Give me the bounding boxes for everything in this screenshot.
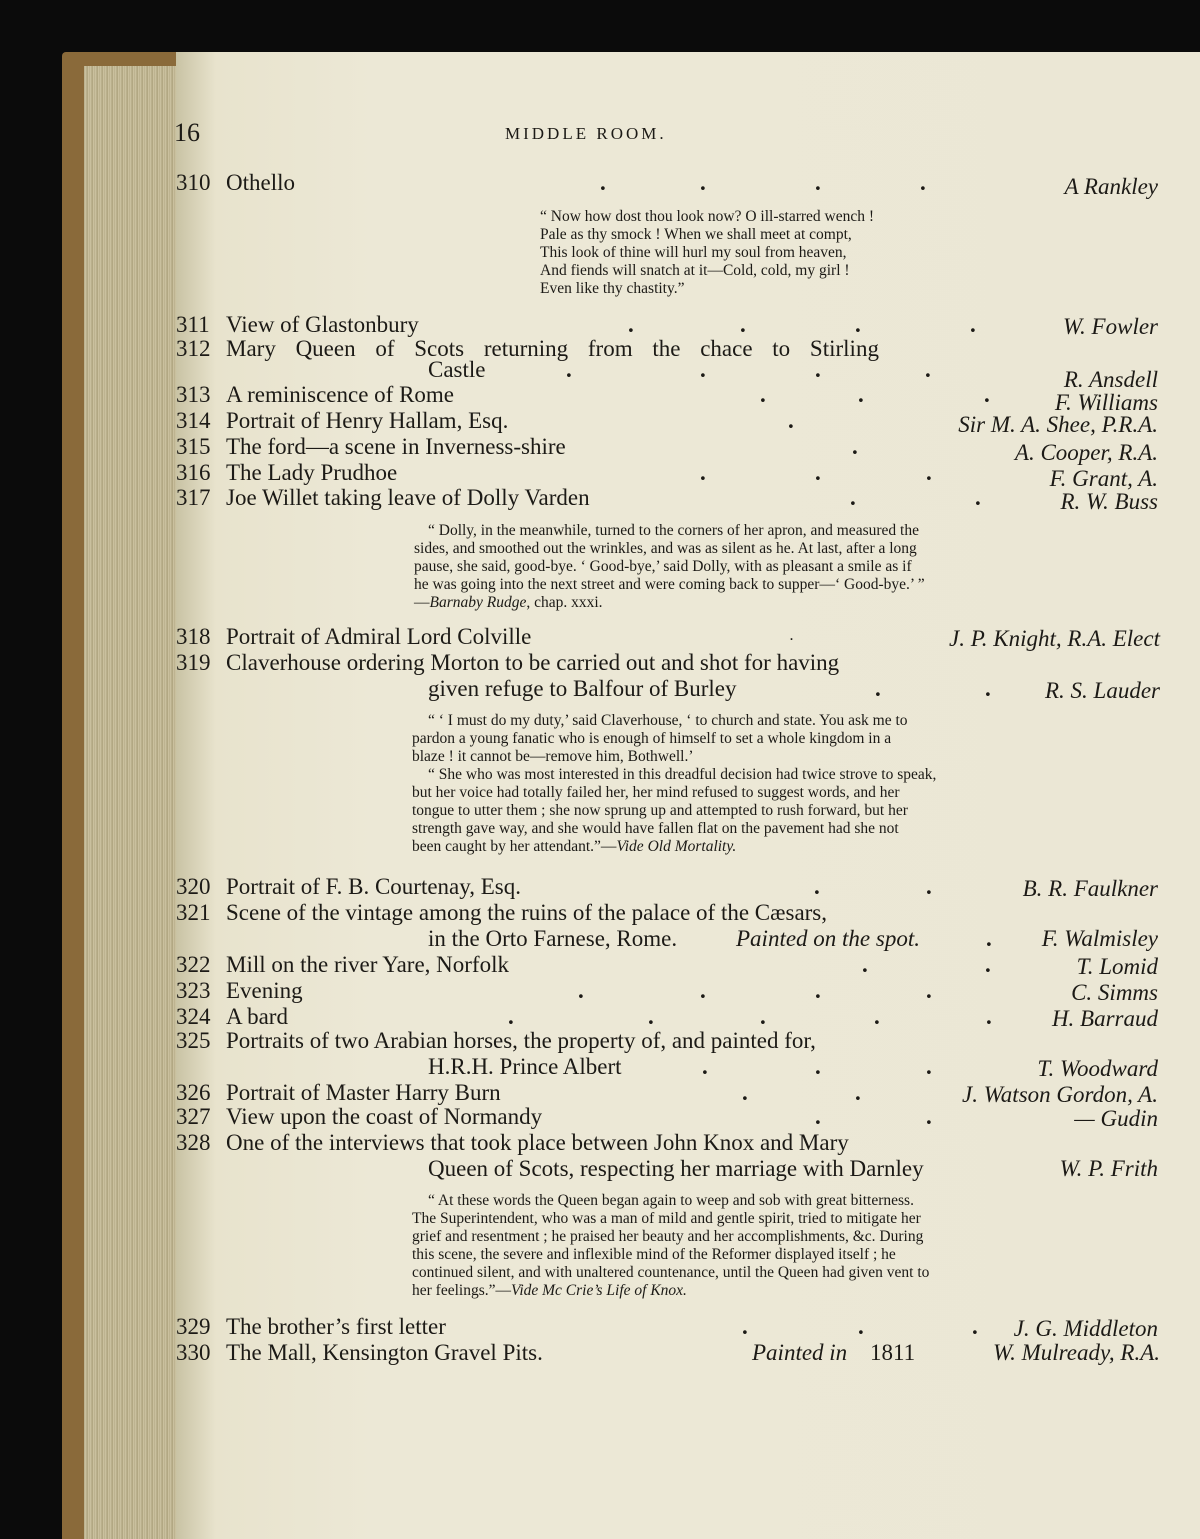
entry-title-cont: Queen of Scots, respecting her marriage with Darnley <box>428 1156 924 1181</box>
entry-quote: “ Dolly, in the meanwhile, turned to the corners of her apron, and measured the sides, and smoothed out the wrinkles, and was as silent as he. At last, after a long pause, she said, good-bye. ‘ Good-bye,’ said Dolly, with as pleasant a smile as if he was going into the next street and were coming back to supper—‘ Good-bye.’ ” —Barnaby Rudge, chap. xxxi. <box>414 522 925 611</box>
entry-title: View upon the coast of Normandy <box>226 1104 543 1129</box>
entry-number: 311 <box>176 312 210 337</box>
entry-artist: B. R. Faulkner <box>1022 876 1158 901</box>
leader-dot: . <box>790 629 793 643</box>
leader-dot: . <box>862 952 868 977</box>
section-title: MIDDLE ROOM. <box>505 124 667 143</box>
entry-number: 327 <box>176 1104 211 1129</box>
entry-title: Evening <box>226 978 303 1003</box>
entry-artist: W. Mulready, R.A. <box>993 1340 1160 1365</box>
entry-artist: A. Cooper, R.A. <box>1014 440 1158 465</box>
entry-number: 310 <box>176 170 211 195</box>
leader-dot: . <box>985 676 991 701</box>
leader-dot: . <box>986 926 992 951</box>
entry-artist: Sir M. A. Shee, P.R.A. <box>958 412 1158 437</box>
entry-number: 317 <box>176 485 211 510</box>
entry-title: Othello <box>226 170 295 195</box>
leader-dot: . <box>986 1004 992 1029</box>
entry-number: 322 <box>176 952 211 977</box>
entry-title: Joe Willet taking leave of Dolly Varden <box>226 485 590 510</box>
entry-title-note: Painted in <box>752 1340 848 1365</box>
leader-dot: . <box>985 952 991 977</box>
leader-dot: . <box>970 312 976 337</box>
entry-number: 312 <box>176 336 211 361</box>
leader-dot: . <box>814 874 820 899</box>
leader-dot: . <box>815 978 821 1003</box>
entry-number: 329 <box>176 1314 211 1339</box>
entry-artist: R. S. Lauder <box>1045 678 1160 703</box>
entry-title: Mary Queen of Scots returning from the chace to Stirling <box>226 336 879 361</box>
leader-dot: . <box>850 485 856 510</box>
leader-dot: . <box>975 485 981 510</box>
entry-title-cont: in the Orto Farnese, Rome. <box>428 926 678 951</box>
entry-artist: J. G. Middleton <box>1013 1316 1158 1341</box>
entry-quote: “ Now how dost thou look now? O ill-starred wench ! Pale as thy smock ! When we shall meet at compt, This look of thine will hurl my soul from heaven, And fiends will snatch at it—Cold, cold, my girl ! Even like thy chastity.” <box>540 208 875 297</box>
leader-dot: . <box>875 676 881 701</box>
entry-title-cont: given refuge to Balfour of Burley <box>428 676 737 701</box>
leader-dot: . <box>740 312 746 337</box>
leader-dot: . <box>815 1054 821 1079</box>
entry-title: The ford—a scene in Inverness-shire <box>226 434 566 459</box>
entry-title: Portraits of two Arabian horses, the property of, and painted for, <box>226 1028 816 1053</box>
entry-title: Portrait of Admiral Lord Colville <box>226 624 532 649</box>
entry-number: 318 <box>176 624 211 649</box>
entry-artist: F. Walmisley <box>1041 926 1158 951</box>
leader-dot: . <box>760 382 766 407</box>
leader-dot: . <box>984 382 990 407</box>
leader-dot: . <box>926 1054 932 1079</box>
entry-quote: “ At these words the Queen began again to weep and sob with great bitterness. The Superintendent, who was a man of mild and gentle spirit, tried to mitigate her grief and resentment ; he praised her beauty and her accomplishments, &c. During this scene, the severe and inflexible mind of the Reformer displayed itself ; he continued silent, and with unaltered countenance, until the Queen had given vent to her feelings.”—Vide Mc Crie’s Life of Knox. <box>412 1192 930 1299</box>
running-header <box>0 118 1200 152</box>
entry-artist: W. P. Frith <box>1059 1156 1158 1181</box>
entry-title: Portrait of F. B. Courtenay, Esq. <box>226 874 522 899</box>
entry-title-cont: H.R.H. Prince Albert <box>428 1054 622 1079</box>
leader-dot: . <box>815 460 821 485</box>
leader-dot: . <box>926 1104 932 1129</box>
entry-artist: J. P. Knight, R.A. Elect <box>948 626 1160 651</box>
leader-dot: . <box>858 382 864 407</box>
leader-dot: . <box>700 460 706 485</box>
entry-number: 321 <box>176 900 211 925</box>
leader-dot: . <box>920 170 926 195</box>
leader-dot: . <box>926 978 932 1003</box>
leader-dot: . <box>858 1314 864 1339</box>
entry-number: 316 <box>176 460 211 485</box>
leader-dot: . <box>852 434 858 459</box>
entry-artist: J. Watson Gordon, A. <box>962 1082 1158 1107</box>
leader-dot: . <box>788 408 794 433</box>
entry-title: Claverhouse ordering Morton to be carried out and shot for having <box>226 650 840 675</box>
entry-title-cont: Castle <box>428 357 486 382</box>
leader-dot: . <box>926 874 932 899</box>
entry-number: 330 <box>176 1340 211 1365</box>
entry-artist: R. Ansdell <box>1063 367 1158 392</box>
entry-artist: F. Grant, A. <box>1049 466 1158 491</box>
entry-year: 1811 <box>870 1340 916 1365</box>
entry-artist: T. Woodward <box>1037 1056 1158 1081</box>
leader-dot: . <box>972 1314 978 1339</box>
leader-dot: . <box>855 1080 861 1105</box>
entry-artist: C. Simms <box>1071 980 1158 1005</box>
entry-title: The brother’s first letter <box>226 1314 446 1339</box>
entry-number: 314 <box>176 408 211 433</box>
entry-number: 323 <box>176 978 211 1003</box>
entry-title: View of Glastonbury <box>226 312 419 337</box>
leader-dot: . <box>600 170 606 195</box>
entry-number: 326 <box>176 1080 211 1105</box>
leader-dot: . <box>578 978 584 1003</box>
leader-dot: . <box>700 357 706 382</box>
entry-number: 319 <box>176 650 211 675</box>
leader-dot: . <box>855 312 861 337</box>
leader-dot: . <box>508 1004 514 1029</box>
leader-dot: . <box>815 170 821 195</box>
entry-title: Portrait of Master Harry Burn <box>226 1080 501 1105</box>
entry-title: Scene of the vintage among the ruins of the palace of the Cæsars, <box>226 900 828 925</box>
leader-dot: . <box>742 1080 748 1105</box>
leader-dot: . <box>760 1004 766 1029</box>
entry-artist: — Gudin <box>1074 1106 1158 1131</box>
entry-title: One of the interviews that took place between John Knox and Mary <box>226 1130 849 1155</box>
entry-artist: H. Barraud <box>1051 1006 1158 1031</box>
leader-dot: . <box>815 357 821 382</box>
leader-dot: . <box>742 1314 748 1339</box>
leader-dot: . <box>702 1054 708 1079</box>
entry-title: Portrait of Henry Hallam, Esq. <box>226 408 509 433</box>
entry-quote: “ ‘ I must do my duty,’ said Claverhouse, ‘ to church and state. You ask me to pardon a young fanatic who is enough of himself to set a whole kingdom in a blaze ! it cannot be—remove him, Bothwell.’ “ She who was most interested in this dreadful decision had twice strove to speak, but her voice had totally failed her, her mind refused to suggest words, and her tongue to utter them ; she now sprung up and attempted to rush forward, but her strength gave way, and she would have fallen flat on the pavement had she not been caught by her attendant.”—Vide Old Mortality. <box>412 712 937 855</box>
entry-number: 313 <box>176 382 211 407</box>
leader-dot: . <box>700 978 706 1003</box>
leader-dot: . <box>566 357 572 382</box>
entry-title: A reminiscence of Rome <box>226 382 455 407</box>
leader-dot: . <box>648 1004 654 1029</box>
entry-artist: W. Fowler <box>1063 314 1158 339</box>
leader-dot: . <box>874 1004 880 1029</box>
entry-title: The Lady Prudhoe <box>226 460 398 485</box>
entry-number: 324 <box>176 1004 211 1029</box>
page-number: 16 <box>174 118 200 147</box>
entry-number: 328 <box>176 1130 211 1155</box>
entry-title-note: Painted on the spot. <box>736 926 920 951</box>
leader-dot: . <box>628 312 634 337</box>
entry-artist: T. Lomid <box>1076 954 1158 979</box>
entry-title: A bard <box>226 1004 288 1029</box>
leader-dot: . <box>925 357 931 382</box>
leader-dot: . <box>815 1104 821 1129</box>
entry-artist: A Rankley <box>1064 174 1158 199</box>
leader-dot: . <box>700 170 706 195</box>
entry-number: 325 <box>176 1028 211 1053</box>
entry-number: 320 <box>176 874 211 899</box>
entry-number: 315 <box>176 434 211 459</box>
entry-title: Mill on the river Yare, Norfolk <box>226 952 509 977</box>
entry-artist: R. W. Buss <box>1060 489 1158 514</box>
entry-artist: F. Williams <box>1054 390 1158 415</box>
entry-title: The Mall, Kensington Gravel Pits. <box>226 1340 543 1365</box>
leader-dot: . <box>926 460 932 485</box>
